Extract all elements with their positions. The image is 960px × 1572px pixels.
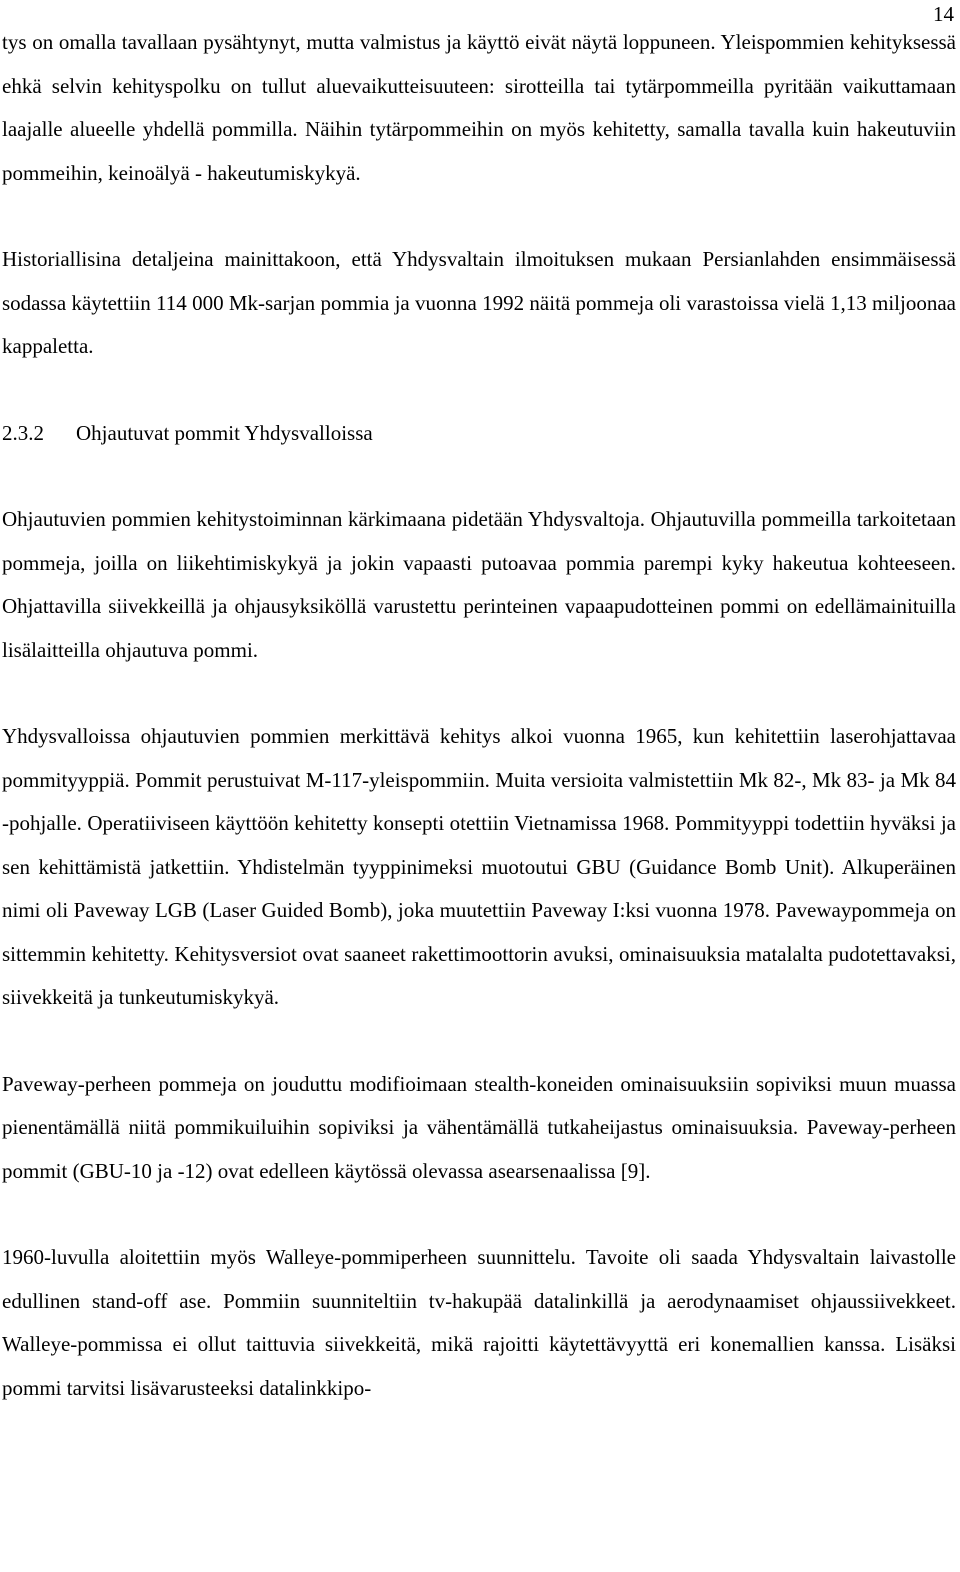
- paragraph-2: Historiallisina detaljeina mainittakoon, että Yhdysvaltain ilmoituksen mukaan Persianlahden ensimmäisessä sodassa käytettiin 114 000 Mk-sarjan pommia ja vuonna 1992 näitä pommeja oli varastoissa vielä 1,13 miljoonaa kappaletta.: [2, 247, 956, 358]
- paragraph-gap: [2, 195, 956, 238]
- section-heading: [2, 412, 956, 456]
- paragraph-gap: [2, 672, 956, 715]
- paragraph-5: Paveway-perheen pommeja on jouduttu modifioimaan stealth-koneiden ominaisuuksiin sopiviksi muun muassa pienentämällä niitä pommikuiluihin sopiviksi ja vähentämällä tutkaheijastus ominaisuuksia. Paveway-perheen pommit (GBU-10 ja -12) ovat edelleen käytössä olevassa asearsenaalissa [9].: [2, 1071, 956, 1183]
- paragraph-1: tys on omalla tavallaan pysähtynyt, mutta valmistus ja käyttö eivät näytä loppuneen. Yleispommien kehityksessä ehkä selvin kehityspolku on tullut aluevaikutteisuuteen: sirotteilla tai tytärpommeilla pyritään vaikuttamaan laajalle alueelle yhdellä pommilla. Näihin tytärpommeihin on myös kehitetty, samalla tavalla kuin hakeutuviin pommeihin, keinoälyä - hakeutumiskykyä.: [2, 30, 956, 185]
- paragraph-3: Ohjautuvien pommien kehitystoiminnan kärkimaana pidetään Yhdysvaltoja. Ohjautuvilla pommeilla tarkoitetaan pommeja, joilla on liikehtimiskykyä ja jokin vapaasti putoavaa pommia parempi kyky hakeutua kohteeseen. Ohjattavilla siivekkeillä ja ohjausyksiköllä varustettu perinteinen vapaapudotteinen pommi on edellämainituilla lisälaitteilla ohjautuva pommi.: [2, 507, 956, 662]
- paragraph-gap: [2, 455, 956, 498]
- paragraph-6: 1960-luvulla aloitettiin myös Walleye-pommiperheen suunnittelu. Tavoite oli saada Yhdysvaltain laivastolle edullinen stand-off ase. Pommiin suunniteltiin tv-hakupää datalinkillä ja aerodynaamiset ohjaussiivekkeet. Walleye-pommissa ei ollut taittuvia siivekkeitä, mikä rajoitti käytettävyyttä eri konemallien kanssa. Lisäksi pommi tarvitsi lisävarusteeksi datalinkkipo-: [2, 1245, 956, 1400]
- paragraph-gap: [2, 1193, 956, 1236]
- section-number: 2.3.2: [2, 420, 44, 445]
- section-title: Ohjautuvat pommit Yhdysvalloissa: [76, 420, 373, 445]
- paragraph-4: Yhdysvalloissa ohjautuvien pommien merkittävä kehitys alkoi vuonna 1965, kun kehitettiin laserohjattavaa pommityyppiä. Pommit perustuivat M-117-yleispommiin. Muita versioita valmistettiin Mk 82-, Mk 83- ja Mk 84 -pohjalle. Operatiiviseen käyttöön kehitetty konsepti otettiin Vietnamissa 1968. Pommityyppi todettiin hyväksi ja sen kehittämistä jatkettiin. Yhdistelmän tyyppinimeksi muotoutui GBU (Guidance Bomb Unit). Alkuperäinen nimi oli Paveway LGB (Laser Guided Bomb), joka muutettiin Paveway I:ksi vuonna 1978. Pavewaypommeja on sittemmin kehitetty. Kehitysversiot ovat saaneet rakettimoottorin avuksi, ominaisuuksia matalalta pudotettavaksi, siivekkeitä ja tunkeutumiskykyä.: [2, 724, 956, 1009]
- page-number: 14: [933, 2, 954, 26]
- document-body: [2, 21, 956, 1410]
- paragraph-gap: [2, 1020, 956, 1063]
- paragraph-gap: [2, 369, 956, 412]
